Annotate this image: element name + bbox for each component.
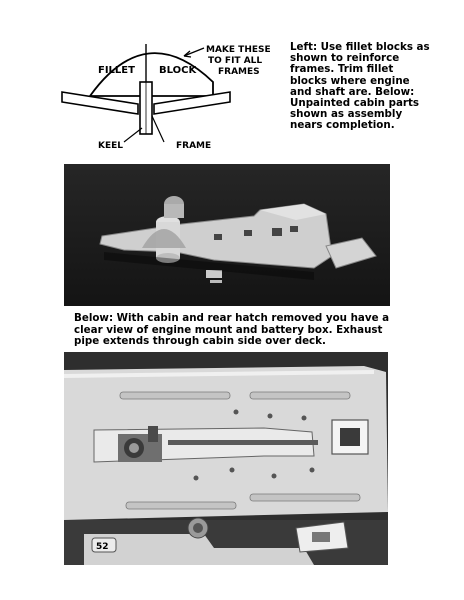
- fillet-block-diagram: [58, 30, 280, 155]
- keel-label: KEEL: [98, 141, 124, 151]
- note-line-3: FRAMES: [218, 67, 260, 77]
- note-line-2: TO FIT ALL: [208, 56, 263, 66]
- hull-interior-photo: [64, 352, 388, 565]
- hull-number: 52: [96, 542, 109, 552]
- frame-label: FRAME: [176, 141, 212, 151]
- fillet-label: FILLET: [98, 65, 135, 76]
- caption-top: Left: Use fillet blocks as shown to reinforce frames. Trim fillet blocks where engine and shaft are. Below: Unpainted cabin parts shown as assembly nears completion.: [290, 41, 430, 132]
- caption-middle: Below: With cabin and rear hatch removed you have a clear view of engine mount and battery box. Exhaust pipe extends through cabin side over deck.: [74, 312, 390, 347]
- cabin-parts-photo: [64, 164, 390, 306]
- block-label: BLOCK: [159, 65, 197, 76]
- note-line-1: MAKE THESE: [206, 45, 271, 55]
